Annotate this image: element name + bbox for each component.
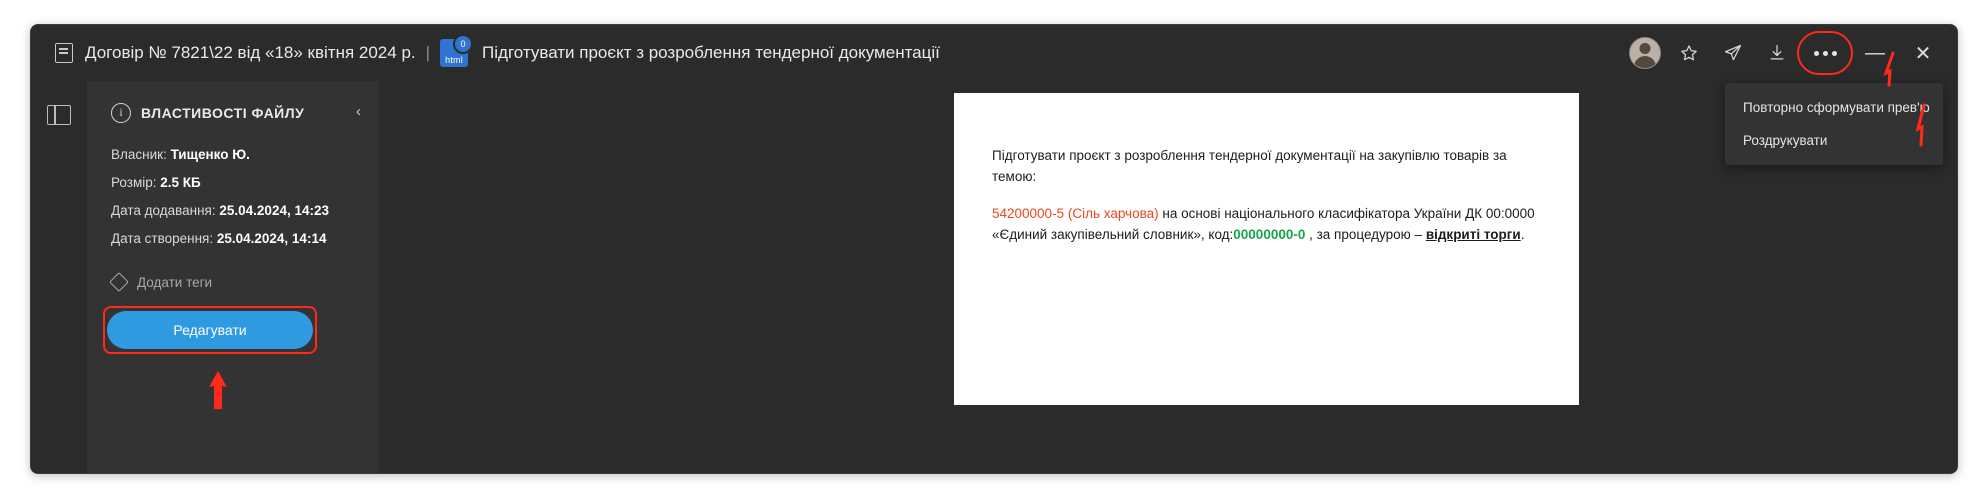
edit-button-wrapper	[107, 311, 313, 349]
annotation-arrow-edit-button	[205, 369, 231, 411]
title-separator: |	[425, 43, 431, 62]
more-dot-1	[1814, 51, 1819, 56]
context-menu-item-regenerate-preview[interactable]: Повторно сформувати прев'ю	[1743, 100, 1930, 115]
avatar	[1629, 37, 1661, 69]
add-tags-button[interactable]	[111, 274, 355, 290]
send-button[interactable]	[1715, 35, 1751, 71]
download-button[interactable]	[1759, 35, 1795, 71]
window-title: Договір № 7821\22 від «18» квітня 2024 р.	[85, 43, 416, 62]
info-icon: i	[111, 103, 131, 123]
star-icon	[1679, 43, 1699, 63]
left-rail	[31, 81, 87, 473]
property-size	[111, 173, 355, 192]
avatar-button[interactable]	[1627, 35, 1663, 71]
tag-icon	[111, 274, 127, 290]
property-date-added	[111, 201, 355, 220]
property-owner	[111, 145, 355, 164]
document-icon	[55, 43, 73, 63]
more-options-button[interactable]	[1803, 36, 1847, 70]
minimize-button[interactable]: —	[1865, 41, 1885, 64]
file-properties-list	[111, 145, 355, 248]
close-button[interactable]: ✕	[1914, 42, 1932, 65]
annotation-arrow-context-menu	[1911, 103, 1931, 147]
html-file-icon-label: html	[445, 55, 463, 65]
property-date-added-label: Дата додавання:	[111, 203, 216, 218]
annotation-arrow-toolbar	[1877, 51, 1899, 87]
html-file-badge-count: 0	[453, 34, 473, 54]
cpv-code-green: 00000000-0	[1233, 227, 1306, 242]
file-properties-header	[111, 103, 355, 123]
add-tags-label: Додати теги	[137, 274, 213, 290]
file-properties-title: ВЛАСТИВОСТІ ФАЙЛУ	[141, 105, 305, 121]
collapse-panel-icon[interactable]: ‹	[356, 103, 361, 120]
send-icon	[1723, 43, 1743, 63]
property-size-value: 2.5 КБ	[160, 175, 201, 190]
more-dot-3	[1832, 51, 1837, 56]
property-size-label: Розмір:	[111, 175, 157, 190]
document-viewer	[379, 81, 1957, 473]
property-owner-value: Тищенко Ю.	[170, 147, 250, 162]
more-dot-2	[1823, 51, 1828, 56]
favorite-button[interactable]	[1671, 35, 1707, 71]
window-body	[31, 81, 1957, 473]
context-menu-item-print[interactable]: Роздрукувати	[1743, 133, 1828, 148]
document-paragraph-1: Підготувати проєкт з розроблення тендерної документації на закупівлю товарів за темою:	[992, 148, 1507, 184]
property-date-created	[111, 229, 355, 248]
download-icon	[1767, 43, 1787, 63]
file-properties-panel	[87, 81, 379, 473]
property-date-created-value: 25.04.2024, 14:14	[216, 231, 327, 246]
edit-button[interactable]: Редагувати	[107, 311, 313, 349]
document-page	[954, 93, 1579, 405]
document-text-end: .	[1520, 227, 1525, 242]
document-text-part-1: на основі національного класифікатора України ДК 00:0000 «Єдиний закупівельний словник», код:	[992, 206, 1535, 242]
procedure-underlined: відкриті торги	[1425, 227, 1521, 242]
document-text-part-2: , за процедурою –	[1305, 227, 1426, 242]
app-window	[30, 24, 1958, 474]
property-owner-label: Власник:	[111, 147, 167, 162]
toggle-panel-icon[interactable]	[47, 105, 71, 125]
window-subtitle: Підготувати проєкт з розроблення тендерної документації	[482, 43, 940, 62]
property-date-created-label: Дата створення:	[111, 231, 214, 246]
cpv-code-red: 54200000-5 (Сіль харчова)	[992, 206, 1159, 221]
document-paragraph-2	[992, 203, 1541, 245]
title-bar	[31, 25, 1957, 81]
document-content	[954, 93, 1579, 245]
property-date-added-value: 25.04.2024, 14:23	[219, 203, 329, 218]
html-file-icon	[440, 39, 468, 67]
